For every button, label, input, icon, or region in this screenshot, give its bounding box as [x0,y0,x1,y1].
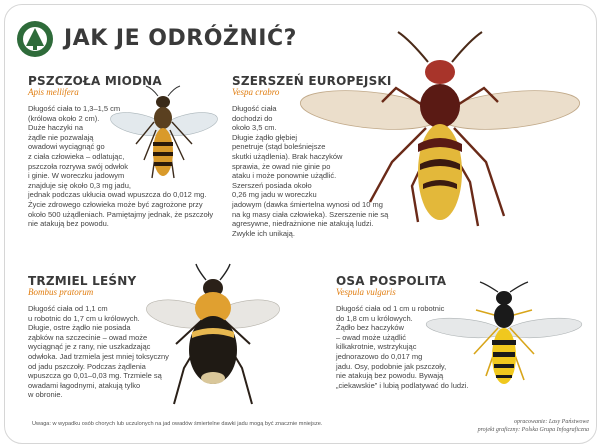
desc-line: jednorazowo do 0,017 mg [336,351,423,361]
desc-line: Duże haczyki na [28,123,84,133]
species-name-wasp: OSA POSPOLITA [336,274,447,288]
credit-line: projekt graficzny: Polska Grupa Infograficzna [477,427,589,433]
desc-line: Długie, ostre żądło nie posiada [28,323,131,333]
desc-line: (królowa około 2 cm). [28,113,100,123]
desc-line: wyciągnąć je z rany, nie uszkadzając [28,342,151,352]
desc-line: Długość ciała to 1,3–1,5 cm [28,104,121,113]
desc-line: owadowi wyciągnąć go [28,142,105,152]
species-latin-hornet: Vespa crabro [232,87,280,97]
desc-line: Życie zdrowego człowieka może być zagrożone przy [28,199,203,209]
footer-note: Uwaga: w wypadku osób chorych lub uczulonych na jad owadów śmiertelne dawki jadu mogą być znacznie mniejsze. [32,421,323,427]
desc-line: skutki użądlenia). Brak haczyków [232,151,343,161]
desc-line: agresywne, niedrażnione nie atakują ludzi. [232,219,374,229]
hornet-illustration [300,26,580,232]
desc-line: z ciała człowieka – odlatując, [28,151,125,161]
desc-line: Długość ciała od 1 cm u robotnic [336,304,445,313]
desc-line: jadowym (dawka śmiertelna wynosi od 10 mg [232,199,383,209]
desc-line: wpuszcza go 0,01–0,03 mg. Trzmiele są [28,371,162,381]
honey-bee-illustration [108,86,220,196]
credit-line: opracowanie: Lasy Państwowe [514,419,589,425]
desc-line: sprawia, że owad nie ginie po [232,161,331,171]
bumblebee-illustration [146,264,280,410]
desc-line: do 1,8 cm u królowych. [336,313,413,323]
species-latin-bee: Apis mellifera [28,87,79,97]
desc-line: żądle nie pozwalają [28,132,94,142]
desc-line: od jadu pszczoły. Podczas żądlenia [28,361,146,371]
desc-line: Szerszeń posiada około [232,180,312,190]
desc-line: na kg masy ciała człowieka). Szerszenie nie są [232,209,389,219]
species-latin-wasp: Vespula vulgaris [336,287,396,297]
desc-line: nie atakują bez powodu. [28,219,109,229]
species-name-hornet: SZERSZEŃ EUROPEJSKI [232,74,392,88]
desc-line: około 3,5 cm. [232,123,277,133]
desc-line: kilkakrotnie, wstrzykując [336,342,417,352]
desc-line: – owad może użądlić [336,332,407,342]
desc-line: „ciekawskie” i lubią podlatywać do ludzi. [336,380,469,390]
desc-line: 0,26 mg jadu w woreczku [232,190,317,200]
footer-credits [478,418,589,434]
desc-line: pszczoła rozrywa swój odwłok [28,161,129,171]
lasy-panstwowe-logo [16,20,54,58]
species-latin-bumblebee: Bombus pratorum [28,287,94,297]
desc-line: Długość ciała [232,104,277,113]
desc-line: owadami łagodnymi, atakują tylko [28,380,141,390]
desc-line: Zwykle ich unikają. [232,228,295,238]
desc-line: znajduje się około 0,3 mg jadu, [28,180,131,190]
desc-line: w obronie. [28,390,63,400]
desc-line: nie atakują bez powodu. Bywają [336,371,444,381]
desc-line: około 500 użądleniach. Pamiętajmy jednak, że pszczoły [28,209,214,219]
desc-line: jednak podczas ukłucia owad wpuszcza do 0,012 mg. [28,190,207,200]
desc-line: Żądło bez haczyków [336,323,404,333]
desc-line: i ginie. W woreczku jadowym [28,171,125,181]
desc-line: Długie żądło głębiej [232,132,298,142]
desc-line: Długość ciała od 1,1 cm [28,304,108,313]
desc-line: dochodzi do [232,113,273,123]
desc-line: u robotnic do 1,7 cm u królowych. [28,313,140,323]
desc-line: odwłoka. Jad trzmiela jest mniej toksyczny [28,351,169,361]
species-name-bumblebee: TRZMIEL LEŚNY [28,274,137,288]
desc-line: ataku i może ponownie użądlić. [232,171,337,181]
desc-line: ząbków na szczecinie – owad może [28,332,148,342]
species-name-bee: PSZCZOŁA MIODNA [28,74,162,88]
wasp-illustration [426,280,582,400]
desc-line: penetruje (stąd boleśniejsze [232,142,326,152]
page-title: JAK JE ODRÓŻNIĆ? [64,26,297,51]
desc-line: jadu. Osy, podobnie jak pszczoły, [336,361,447,371]
